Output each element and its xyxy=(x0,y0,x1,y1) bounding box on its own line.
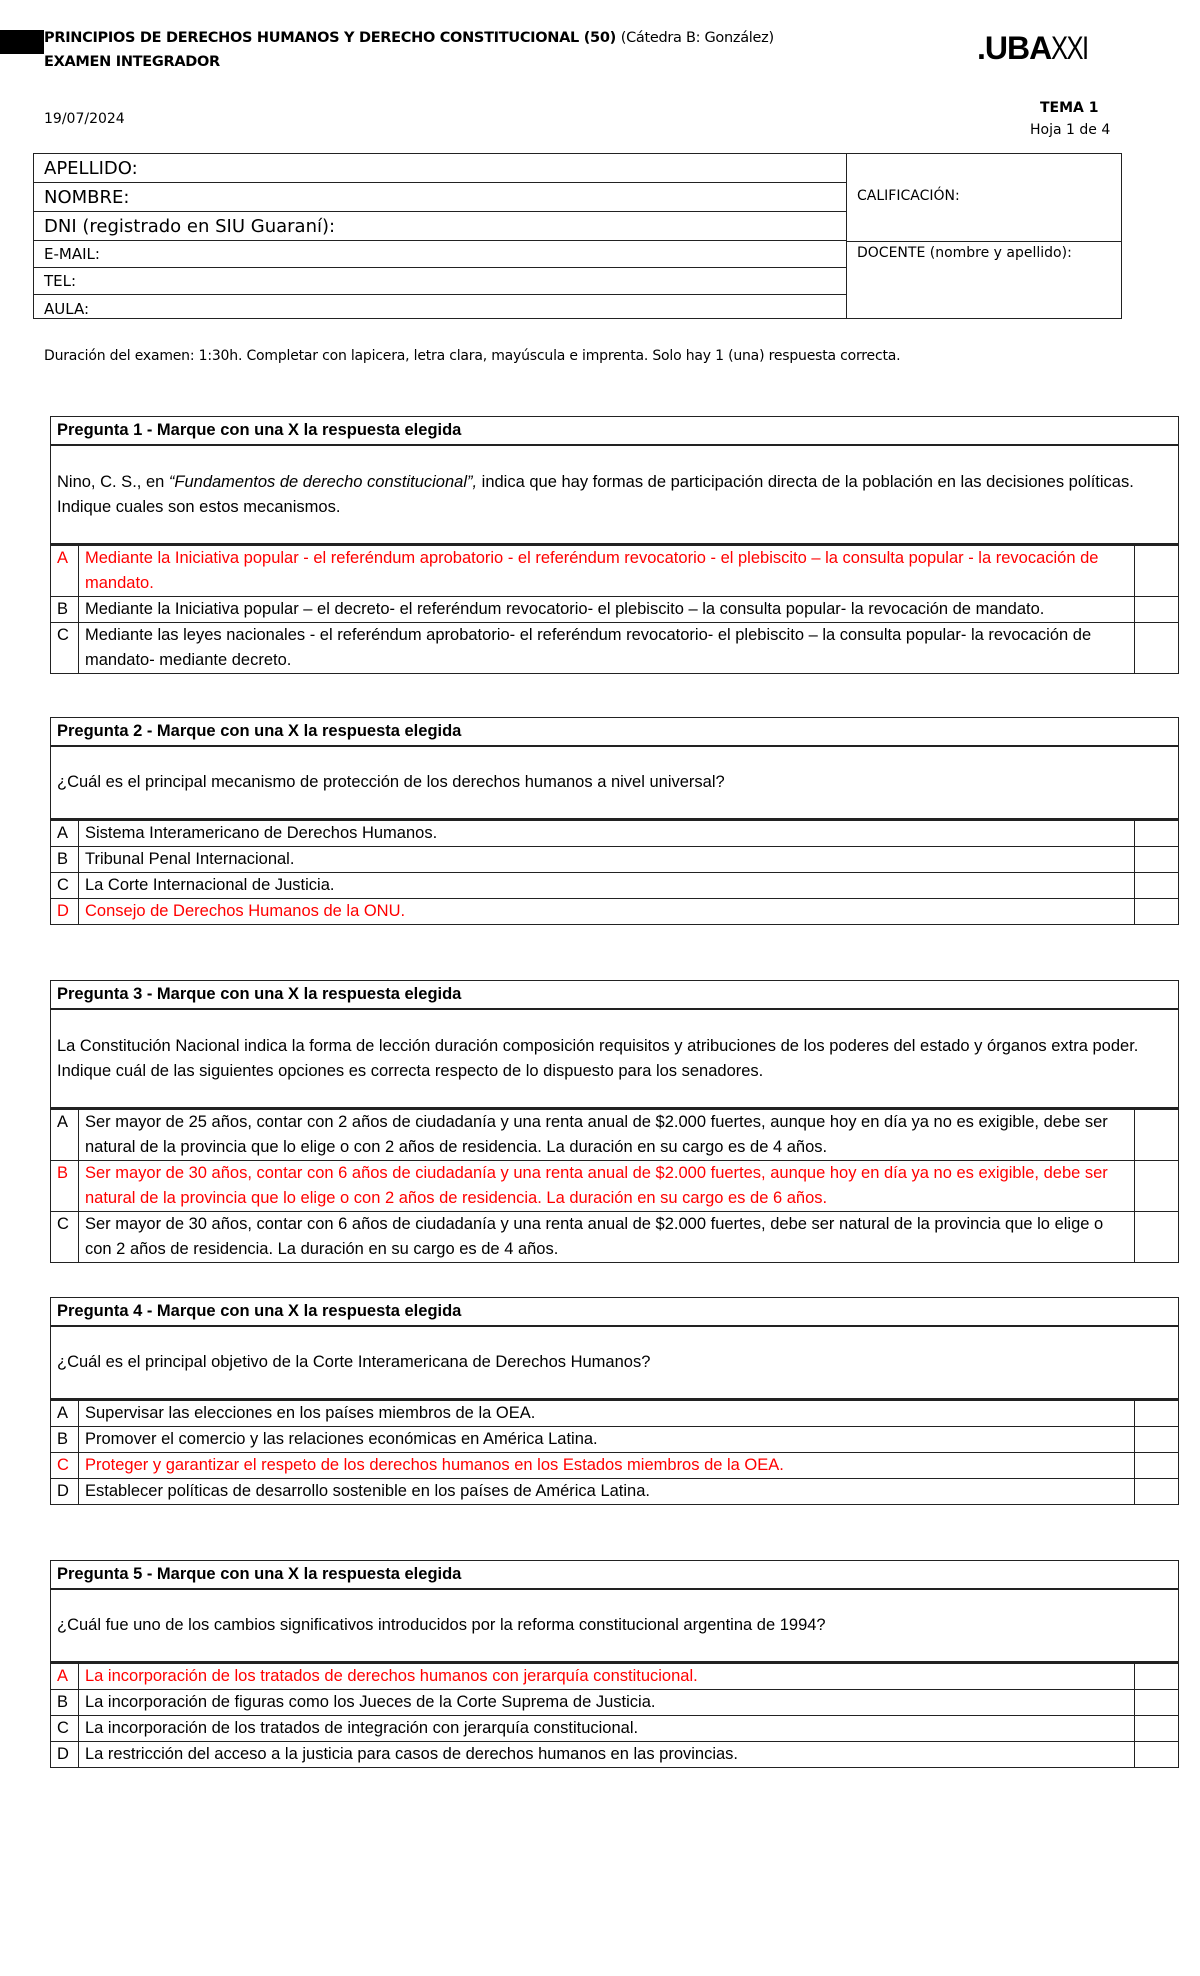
question-4 xyxy=(50,1297,1179,1505)
exam-instructions: Duración del examen: 1:30h. Completar con lapicera, letra clara, mayúscula e imprenta. Solo hay 1 (una) respuesta correcta. xyxy=(44,348,901,364)
option-d[interactable] xyxy=(51,1742,1178,1767)
book-title: “Fundamentos de derecho constitucional”, xyxy=(168,472,478,491)
option-text: Promover el comercio y las relaciones económicas en América Latina. xyxy=(79,1427,1135,1452)
field-nombre[interactable] xyxy=(34,183,846,212)
option-letter: A xyxy=(51,546,79,596)
answer-checkbox[interactable] xyxy=(1135,1690,1178,1715)
option-d[interactable] xyxy=(51,899,1178,924)
field-aula[interactable] xyxy=(34,295,846,322)
option-letter: A xyxy=(51,1401,79,1426)
option-text: Proteger y garantizar el respeto de los derechos humanos en los Estados miembros de la OEA. xyxy=(79,1453,1135,1478)
redacted-block xyxy=(0,30,44,54)
options-table xyxy=(50,1108,1179,1263)
option-a[interactable] xyxy=(51,1664,1178,1690)
option-a[interactable] xyxy=(51,546,1178,597)
question-1 xyxy=(50,416,1179,674)
options-table xyxy=(50,1662,1179,1768)
option-text: La incorporación de los tratados de derechos humanos con jerarquía constitucional. xyxy=(79,1664,1135,1689)
answer-checkbox[interactable] xyxy=(1135,1716,1178,1741)
answer-checkbox[interactable] xyxy=(1135,1212,1178,1262)
option-letter: A xyxy=(51,1664,79,1689)
question-header: Pregunta 2 - Marque con una X la respuesta elegida xyxy=(50,717,1179,747)
question-prompt: ¿Cuál fue uno de los cambios significativos introducidos por la reforma constitucional argentina de 1994? xyxy=(50,1590,1179,1662)
field-label: DNI (registrado en SIU Guaraní): xyxy=(44,215,336,237)
answer-checkbox[interactable] xyxy=(1135,1427,1178,1452)
answer-checkbox[interactable] xyxy=(1135,1110,1178,1160)
option-text: Sistema Interamericano de Derechos Humanos. xyxy=(79,821,1135,846)
exam-type: EXAMEN INTEGRADOR xyxy=(44,54,220,70)
option-c[interactable] xyxy=(51,1716,1178,1742)
answer-checkbox[interactable] xyxy=(1135,1453,1178,1478)
page-indicator: Hoja 1 de 4 xyxy=(1030,122,1111,138)
question-header: Pregunta 4 - Marque con una X la respuesta elegida xyxy=(50,1297,1179,1327)
question-prompt: ¿Cuál es el principal mecanismo de protección de los derechos humanos a nivel universal? xyxy=(50,747,1179,819)
option-text: Consejo de Derechos Humanos de la ONU. xyxy=(79,899,1135,924)
answer-checkbox[interactable] xyxy=(1135,623,1178,673)
answer-checkbox[interactable] xyxy=(1135,1742,1178,1767)
option-text: Tribunal Penal Internacional. xyxy=(79,847,1135,872)
option-letter: B xyxy=(51,597,79,622)
options-table xyxy=(50,1399,1179,1505)
answer-checkbox[interactable] xyxy=(1135,821,1178,846)
option-b[interactable] xyxy=(51,847,1178,873)
option-letter: B xyxy=(51,1690,79,1715)
field-label: E-MAIL: xyxy=(44,245,100,263)
option-letter: A xyxy=(51,1110,79,1160)
option-text: Mediante la Iniciativa popular – el decreto- el referéndum revocatorio- el plebiscito – la consulta popular- la revocación de mandato. xyxy=(79,597,1135,622)
question-prompt: La Constitución Nacional indica la forma de lección duración composición requisitos y atribuciones de los poderes del estado y órganos extra poder. Indique cuál de las siguientes opciones es correcta respecto de lo dispuesto para los senadores. xyxy=(50,1010,1179,1108)
option-b[interactable] xyxy=(51,1427,1178,1453)
answer-checkbox[interactable] xyxy=(1135,1401,1178,1426)
option-letter: C xyxy=(51,873,79,898)
option-letter: D xyxy=(51,1742,79,1767)
logo-xxi: XXI xyxy=(1051,30,1088,66)
option-a[interactable] xyxy=(51,1110,1178,1161)
option-text: Establecer políticas de desarrollo sostenible en los países de América Latina. xyxy=(79,1479,1135,1504)
option-b[interactable] xyxy=(51,597,1178,623)
field-label: APELLIDO: xyxy=(44,157,138,179)
catedra-label: (Cátedra B: González) xyxy=(620,30,774,46)
option-c[interactable] xyxy=(51,1453,1178,1479)
answer-checkbox[interactable] xyxy=(1135,597,1178,622)
field-tel[interactable] xyxy=(34,268,846,295)
answer-checkbox[interactable] xyxy=(1135,1161,1178,1211)
course-name: PRINCIPIOS DE DERECHOS HUMANOS Y DERECHO CONSTITUCIONAL (50) xyxy=(44,30,616,46)
tema-label: TEMA 1 xyxy=(1040,100,1099,116)
options-table xyxy=(50,819,1179,925)
answer-checkbox[interactable] xyxy=(1135,847,1178,872)
option-letter: A xyxy=(51,821,79,846)
student-info-form xyxy=(33,153,1122,319)
answer-checkbox[interactable] xyxy=(1135,873,1178,898)
question-2 xyxy=(50,717,1179,925)
field-label: AULA: xyxy=(44,299,89,318)
option-text: Mediante la Iniciativa popular - el referéndum aprobatorio - el referéndum revocatorio - el plebiscito – la consulta popular - la revocación de mandato. xyxy=(79,546,1135,596)
student-fields xyxy=(34,154,847,318)
option-text: La incorporación de figuras como los Jueces de la Corte Suprema de Justicia. xyxy=(79,1690,1135,1715)
course-title xyxy=(44,30,774,46)
prompt-text: Nino, C. S., en xyxy=(57,472,169,491)
option-text: Mediante las leyes nacionales - el referéndum aprobatorio- el referéndum revocatorio- el plebiscito – la consulta popular- la revocación de mandato- mediante decreto. xyxy=(79,623,1135,673)
option-letter: D xyxy=(51,1479,79,1504)
option-c[interactable] xyxy=(51,873,1178,899)
answer-checkbox[interactable] xyxy=(1135,899,1178,924)
option-text: Supervisar las elecciones en los países miembros de la OEA. xyxy=(79,1401,1135,1426)
question-prompt: ¿Cuál es el principal objetivo de la Corte Interamericana de Derechos Humanos? xyxy=(50,1327,1179,1399)
option-text: La Corte Internacional de Justicia. xyxy=(79,873,1135,898)
grading-panel xyxy=(847,154,1121,318)
field-calificacion[interactable]: CALIFICACIÓN: xyxy=(847,154,1121,242)
logo-uba: .UBA xyxy=(977,30,1052,66)
question-header: Pregunta 1 - Marque con una X la respuesta elegida xyxy=(50,416,1179,446)
option-letter: B xyxy=(51,847,79,872)
option-a[interactable] xyxy=(51,821,1178,847)
exam-date: 19/07/2024 xyxy=(44,111,125,127)
option-letter: B xyxy=(51,1427,79,1452)
option-d[interactable] xyxy=(51,1479,1178,1504)
option-letter: C xyxy=(51,623,79,673)
option-text: La incorporación de los tratados de integración con jerarquía constitucional. xyxy=(79,1716,1135,1741)
question-header: Pregunta 5 - Marque con una X la respuesta elegida xyxy=(50,1560,1179,1590)
question-5 xyxy=(50,1560,1179,1768)
answer-checkbox[interactable] xyxy=(1135,1664,1178,1689)
option-letter: B xyxy=(51,1161,79,1211)
field-dni[interactable] xyxy=(34,212,846,241)
answer-checkbox[interactable] xyxy=(1135,546,1178,596)
option-letter: C xyxy=(51,1212,79,1262)
option-b[interactable] xyxy=(51,1161,1178,1212)
option-letter: D xyxy=(51,899,79,924)
option-letter: C xyxy=(51,1453,79,1478)
answer-checkbox[interactable] xyxy=(1135,1479,1178,1504)
option-text: Ser mayor de 30 años, contar con 6 años de ciudadanía y una renta anual de $2.000 fuertes, aunque hoy en día ya no es exigible, debe ser natural de la provincia que lo elige o con 2 años de residencia. La duración en su cargo es de 6 años. xyxy=(79,1161,1135,1211)
field-label: TEL: xyxy=(44,272,77,290)
question-header: Pregunta 3 - Marque con una X la respuesta elegida xyxy=(50,980,1179,1010)
field-apellido[interactable] xyxy=(34,154,846,183)
question-prompt xyxy=(50,446,1179,544)
option-text: Ser mayor de 25 años, contar con 2 años de ciudadanía y una renta anual de $2.000 fuertes, aunque hoy en día ya no es exigible, debe ser natural de la provincia que lo elige o con 2 años de residencia. La duración en su cargo es de 4 años. xyxy=(79,1110,1135,1160)
option-b[interactable] xyxy=(51,1690,1178,1716)
field-email[interactable] xyxy=(34,241,846,268)
option-text: La restricción del acceso a la justicia para casos de derechos humanos en las provincias. xyxy=(79,1742,1135,1767)
option-c[interactable] xyxy=(51,1212,1178,1262)
option-a[interactable] xyxy=(51,1401,1178,1427)
option-text: Ser mayor de 30 años, contar con 6 años de ciudadanía y una renta anual de $2.000 fuertes, debe ser natural de la provincia que lo elige o con 2 años de residencia. La duración en su cargo es de 4 años. xyxy=(79,1212,1135,1262)
field-label: NOMBRE: xyxy=(44,186,130,208)
options-table xyxy=(50,544,1179,674)
prompt-text: indica que hay formas de participación directa de la población en las decisiones políticas. Indique cuales son estos mecanismos. xyxy=(57,472,1134,516)
option-letter: C xyxy=(51,1716,79,1741)
field-docente[interactable]: DOCENTE (nombre y apellido): xyxy=(857,245,1072,261)
question-3 xyxy=(50,980,1179,1263)
uba-xxi-logo xyxy=(977,32,1097,64)
option-c[interactable] xyxy=(51,623,1178,673)
